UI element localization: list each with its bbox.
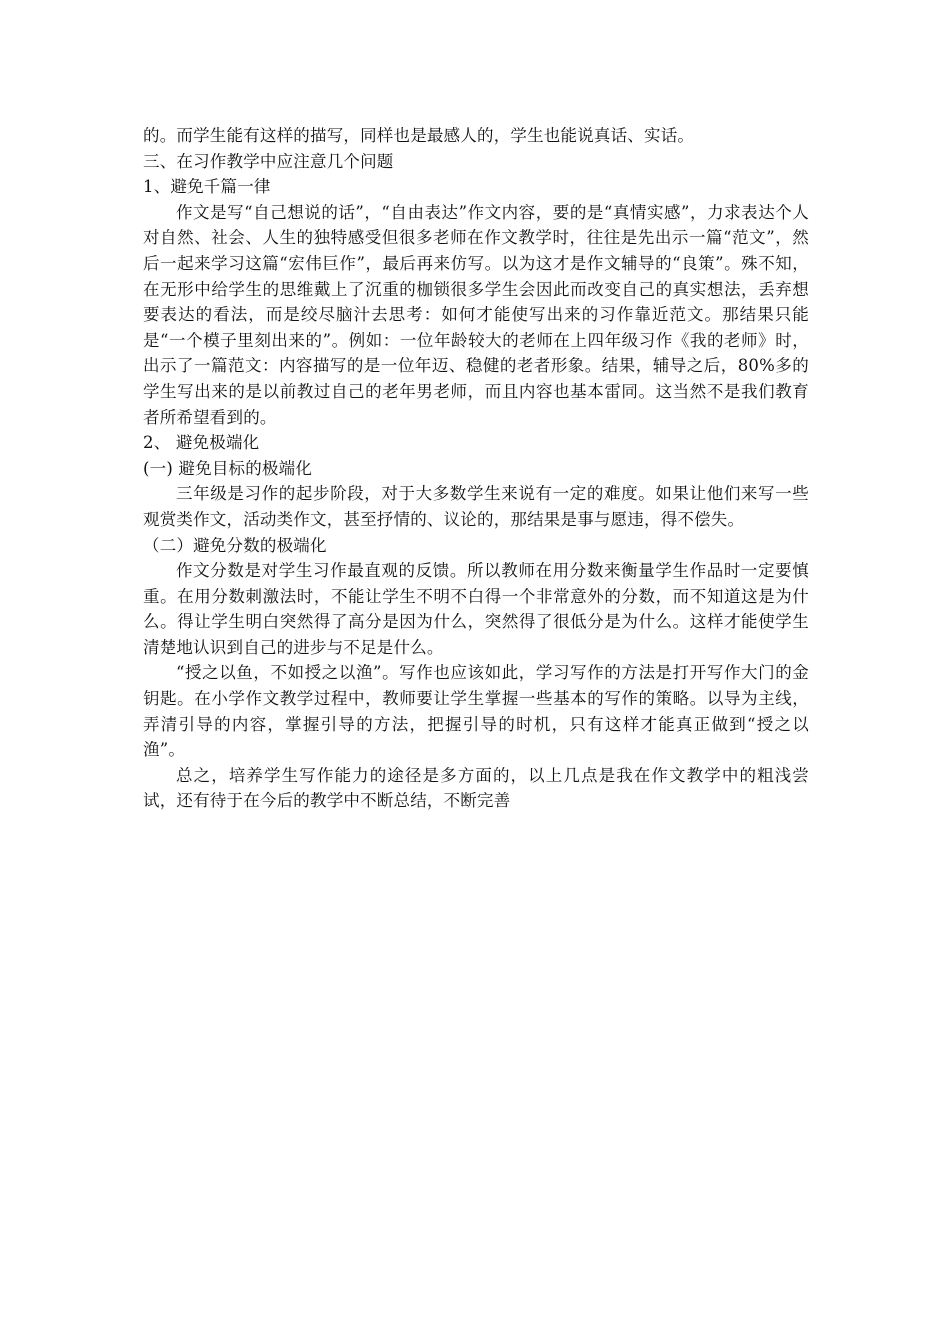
subheading-avoid-uniformity: 1、避免千篇一律 [143, 177, 271, 197]
subheading-goal-extremes: (一) 避免目标的极端化 [143, 458, 313, 478]
section-heading-3: 三、在习作教学中应注意几个问题 [143, 151, 394, 171]
paragraph-conclusion: 总之，培养学生写作能力的途径是多方面的，以上几点是我在作文教学中的粗浅尝试，还有待于在今后的教学中不断总结，不断完善 [143, 765, 809, 811]
document-page [143, 123, 809, 814]
paragraph-teach-fishing: “授之以鱼，不如授之以渔”。写作也应该如此，学习写作的方法是打开写作大门的金钥匙。在小学作文教学过程中，教师要让学生掌握一些基本的写作的策略。以导为主线，弄清引导的内容，掌握引导的方法，把握引导的时机，只有这样才能真正做到“授之以渔”。 [143, 663, 809, 760]
subheading-score-extremes: （二）避免分数的极端化 [143, 535, 327, 555]
subheading-avoid-extremes: 2、 避免极端化 [143, 433, 260, 453]
paragraph-continuation: 的。而学生能有这样的描写，同样也是最感人的，学生也能说真话、实话。 [143, 126, 695, 145]
paragraph-goal-extremes: 三年级是习作的起步阶段，对于大多数学生来说有一定的难度。如果让他们来写一些观赏类作文，活动类作文，甚至抒情的、议论的，那结果是事与愿违，得不偿失。 [143, 484, 809, 529]
paragraph-score-extremes: 作文分数是对学生习作最直观的反馈。所以教师在用分数来衡量学生作品时一定要慎重。在用分数刺激法时，不能让学生不明不白得一个非常意外的分数，而不知道这是为什么。得让学生明白突然得了高分是因为什么，突然得了很低分是为什么。这样才能使学生清楚地认识到自己的进步与不足是什么。 [143, 561, 809, 657]
paragraph-uniformity: 作文是写“自己想说的话”，“自由表达”作文内容，要的是“真情实感”，力求表达个人对自然、社会、人生的独特感受但很多老师在作文教学时，往往是先出示一篇“范文”，然后一起来学习这篇“宏伟巨作”，最后再来仿写。以为这才是作文辅导的“良策”。殊不知，在无形中给学生的思维戴上了沉重的枷锁很多学生会因此而改变自己的真实想法，丢弃想要表达的看法，而是绞尽脑汁去思考：如何才能使写出来的习作靠近范文。那结果只能是“一个模子里刻出来的”。例如：一位年龄较大的老师在上四年级习作《我的老师》时，出示了一篇范文：内容描写的是一位年迈、稳健的老者形象。结果，辅导之后，80%多的学生写出来的是以前教过自己的老年男老师，而且内容也基本雷同。这当然不是我们教育者所希望看到的。 [143, 202, 809, 427]
